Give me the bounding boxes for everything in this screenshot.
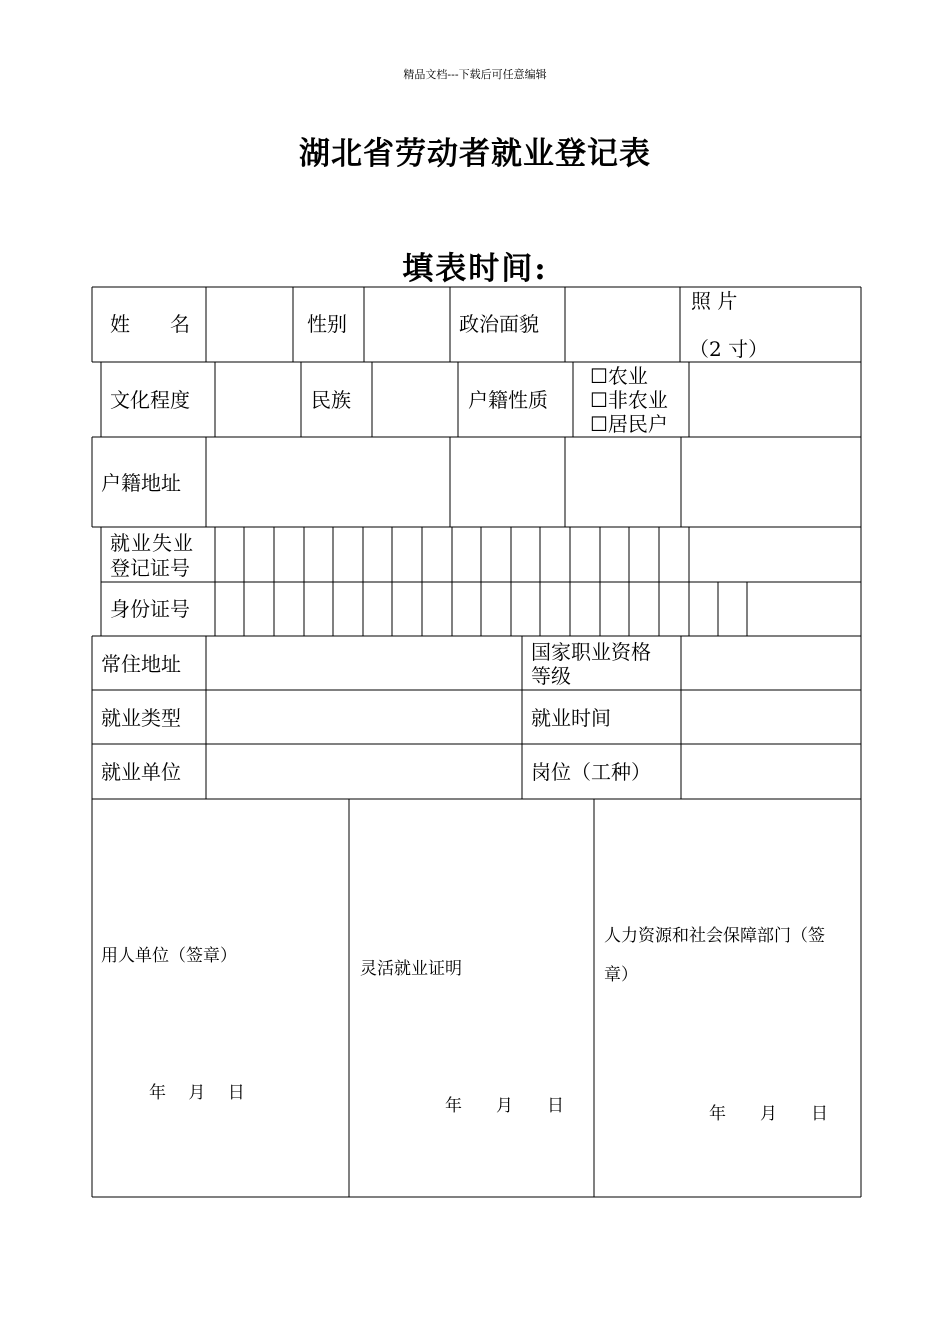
document-title: 湖北省劳动者就业登记表 (299, 136, 651, 172)
header-note: 精品文档---下载后可任意编辑 (403, 68, 547, 81)
employer-label: 就业单位 (101, 760, 181, 784)
position-label: 岗位（工种） (531, 760, 651, 784)
employment-time-label: 就业时间 (531, 706, 611, 730)
photo-size-label: （2 寸） (689, 337, 769, 361)
id-number-label: 身份证号 (110, 597, 190, 621)
education-label: 文化程度 (110, 388, 190, 412)
qualification-label-line1: 国家职业资格 (531, 640, 651, 664)
hukou-address-label: 户籍地址 (101, 471, 181, 495)
hukou-option-resident[interactable]: ☐居民户 (590, 412, 668, 436)
flexible-date-label: 年 月 日 (445, 1096, 564, 1116)
photo-label: 照 片 (691, 289, 738, 313)
hukou-option-agricultural[interactable]: ☐农业 (590, 364, 648, 388)
employment-cert-label-line2: 登记证号 (110, 556, 190, 580)
hukou-option-non-agricultural[interactable]: ☐非农业 (590, 388, 668, 412)
hukou-type-label: 户籍性质 (468, 388, 548, 412)
gender-label: 性别 (307, 312, 347, 336)
residence-address-label: 常住地址 (101, 652, 181, 676)
political-status-label: 政治面貌 (459, 312, 539, 336)
employer-seal-label: 用人单位（签章） (101, 946, 237, 966)
qualification-label-line2: 等级 (531, 664, 571, 688)
hr-dept-seal-label-line1: 人力资源和社会保障部门（签 (604, 926, 825, 946)
employment-type-label: 就业类型 (101, 706, 181, 730)
employment-cert-label-line1: 就业失业 (110, 531, 194, 555)
employer-date-label: 年 月 日 (149, 1083, 245, 1103)
ethnicity-label: 民族 (311, 388, 351, 412)
fill-time-label: 填表时间: (402, 251, 548, 287)
hr-dept-seal-label-line2: 章） (604, 965, 638, 985)
hr-date-label: 年 月 日 (709, 1104, 828, 1124)
name-label: 姓 名 (110, 312, 190, 336)
flexible-employment-cert-label: 灵活就业证明 (360, 959, 462, 979)
